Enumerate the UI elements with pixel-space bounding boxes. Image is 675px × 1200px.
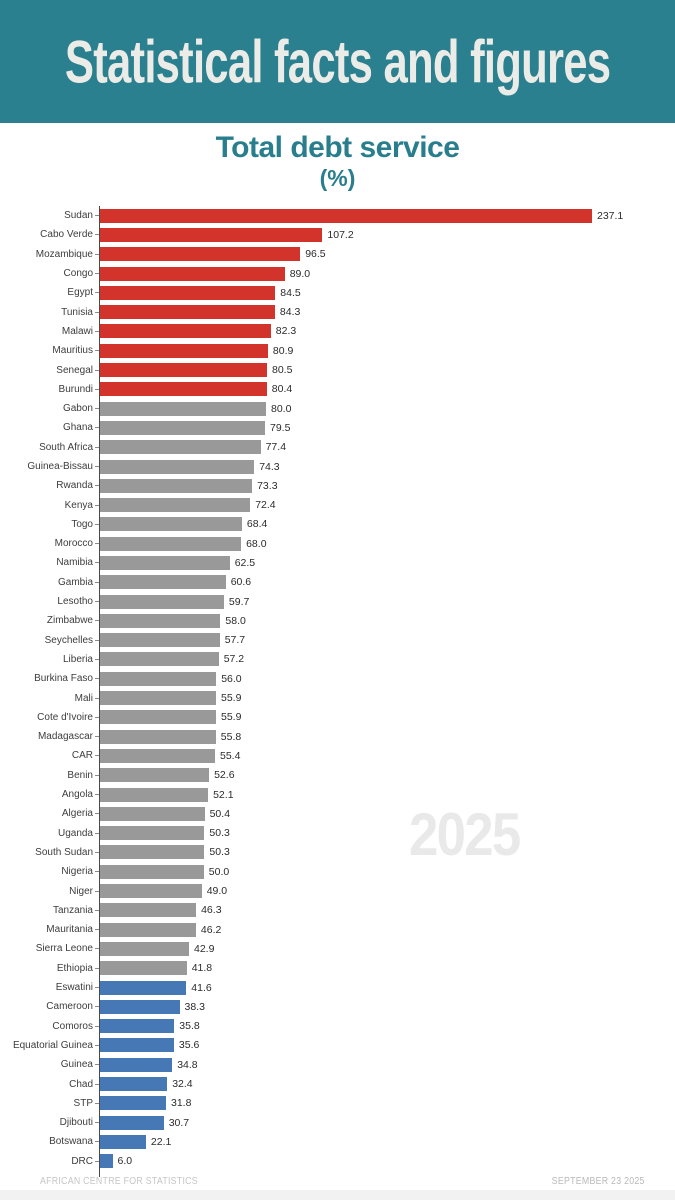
country-label: Eswatini bbox=[55, 982, 93, 994]
bar bbox=[100, 652, 219, 666]
bar-row bbox=[0, 862, 675, 881]
bar-track bbox=[99, 978, 675, 997]
bar-track bbox=[99, 495, 675, 514]
value-label: 41.6 bbox=[191, 981, 212, 994]
value-label: 68.0 bbox=[246, 537, 267, 550]
bar-row bbox=[0, 399, 675, 418]
country-label: Niger bbox=[69, 885, 93, 897]
bar bbox=[100, 517, 242, 531]
bar-track bbox=[99, 360, 675, 379]
value-label: 72.4 bbox=[255, 499, 276, 512]
bar-track bbox=[99, 418, 675, 437]
value-label: 55.9 bbox=[221, 692, 242, 705]
bar-track bbox=[99, 746, 675, 765]
bar bbox=[100, 228, 322, 242]
bar-track bbox=[99, 1152, 675, 1171]
value-label: 107.2 bbox=[327, 228, 354, 241]
bar-row bbox=[0, 1094, 675, 1113]
value-label: 31.8 bbox=[171, 1097, 192, 1110]
value-label: 89.0 bbox=[289, 267, 311, 280]
bar bbox=[100, 556, 230, 570]
country-label: Zimbabwe bbox=[46, 615, 93, 627]
header-banner bbox=[0, 0, 675, 123]
bar-row bbox=[0, 997, 675, 1016]
bar bbox=[100, 903, 196, 917]
bottom-strip bbox=[0, 1190, 675, 1200]
bar-row bbox=[0, 322, 675, 341]
country-label: Rwanda bbox=[56, 480, 93, 492]
bar-row bbox=[0, 688, 675, 707]
bar bbox=[100, 1000, 180, 1014]
bar-row bbox=[0, 881, 675, 900]
bar bbox=[100, 267, 285, 281]
value-label: 56.0 bbox=[221, 672, 242, 685]
bar bbox=[100, 460, 254, 474]
country-label: Egypt bbox=[67, 287, 93, 299]
bar-track bbox=[99, 573, 675, 592]
bar-track bbox=[99, 1113, 675, 1132]
value-label: 52.6 bbox=[214, 769, 235, 782]
bar-track bbox=[99, 399, 675, 418]
chart-unit-label: (%) bbox=[319, 165, 356, 191]
country-label: Tanzania bbox=[52, 904, 93, 916]
country-label: Burkina Faso bbox=[34, 673, 93, 685]
bar-row bbox=[0, 920, 675, 939]
value-label: 55.9 bbox=[221, 711, 242, 724]
bar-row bbox=[0, 1016, 675, 1035]
bar bbox=[100, 884, 202, 898]
bar-track bbox=[99, 457, 675, 476]
bar bbox=[100, 923, 196, 937]
bar bbox=[100, 1077, 167, 1091]
bar-track bbox=[99, 611, 675, 630]
bar-row bbox=[0, 669, 675, 688]
bar-row bbox=[0, 804, 675, 823]
bar-row bbox=[0, 264, 675, 283]
country-label: Ghana bbox=[62, 422, 93, 434]
value-label: 6.0 bbox=[117, 1155, 133, 1168]
value-label: 73.3 bbox=[257, 479, 278, 492]
chart-title: Total debt service bbox=[215, 131, 460, 164]
country-label: Nigeria bbox=[61, 866, 93, 878]
bar-row bbox=[0, 360, 675, 379]
bar bbox=[100, 981, 186, 995]
chart-title-block bbox=[0, 132, 675, 192]
bar bbox=[100, 788, 208, 802]
bar bbox=[100, 402, 266, 416]
bar bbox=[100, 865, 204, 879]
bar bbox=[100, 305, 275, 319]
bar bbox=[100, 942, 189, 956]
bar-track bbox=[99, 553, 675, 572]
axis-end-tick bbox=[99, 1171, 100, 1177]
value-label: 59.7 bbox=[228, 595, 250, 608]
value-label: 57.2 bbox=[223, 653, 245, 666]
bar bbox=[100, 286, 275, 300]
country-label: Mauritius bbox=[52, 345, 93, 357]
country-label: South Africa bbox=[39, 441, 93, 453]
bar bbox=[100, 961, 187, 975]
bar-row bbox=[0, 476, 675, 495]
country-label: Guinea bbox=[60, 1059, 93, 1071]
value-label: 55.8 bbox=[220, 730, 242, 743]
value-label: 52.1 bbox=[213, 788, 234, 801]
bar-row bbox=[0, 418, 675, 437]
bar bbox=[100, 691, 216, 705]
bar bbox=[100, 324, 271, 338]
value-label: 80.0 bbox=[271, 402, 292, 415]
bar bbox=[100, 710, 216, 724]
bar bbox=[100, 614, 220, 628]
value-label: 38.3 bbox=[184, 1000, 205, 1013]
bar-track bbox=[99, 476, 675, 495]
country-label: Comoros bbox=[52, 1020, 93, 1032]
bar-track bbox=[99, 264, 675, 283]
value-label: 84.5 bbox=[280, 286, 301, 299]
bar bbox=[100, 633, 220, 647]
bar-track bbox=[99, 920, 675, 939]
country-label: Liberia bbox=[62, 653, 93, 665]
country-label: CAR bbox=[71, 750, 93, 762]
value-label: 50.0 bbox=[208, 865, 230, 878]
bar-row bbox=[0, 631, 675, 650]
bar-row bbox=[0, 245, 675, 264]
value-label: 32.4 bbox=[172, 1078, 193, 1090]
bar-track bbox=[99, 1036, 675, 1055]
bar bbox=[100, 1116, 164, 1130]
bar-chart bbox=[0, 206, 675, 1177]
bar-row bbox=[0, 650, 675, 669]
country-label: Botswana bbox=[49, 1136, 93, 1148]
bar-track bbox=[99, 708, 675, 727]
bar-track bbox=[99, 804, 675, 823]
country-label: Benin bbox=[67, 769, 93, 781]
bar bbox=[100, 672, 216, 686]
country-label: Uganda bbox=[57, 827, 93, 839]
bar bbox=[100, 247, 300, 261]
bar bbox=[100, 1038, 174, 1052]
bar-track bbox=[99, 380, 675, 399]
country-label: Cote d'Ivoire bbox=[37, 711, 93, 723]
bar bbox=[100, 209, 592, 223]
value-label: 82.3 bbox=[275, 325, 297, 338]
value-label: 35.8 bbox=[179, 1020, 200, 1033]
country-label: Morocco bbox=[54, 538, 93, 550]
value-label: 50.3 bbox=[209, 827, 230, 840]
bar-track bbox=[99, 727, 675, 746]
bar-rows bbox=[0, 206, 675, 1171]
bar-row bbox=[0, 766, 675, 785]
bar bbox=[100, 1019, 174, 1033]
country-label: Seychelles bbox=[44, 634, 93, 646]
value-label: 42.9 bbox=[194, 942, 215, 955]
bar-track bbox=[99, 766, 675, 785]
country-label: Mozambique bbox=[35, 248, 93, 260]
bar bbox=[100, 1058, 172, 1072]
country-label: Mauritania bbox=[46, 924, 93, 936]
country-label: Senegal bbox=[56, 364, 93, 376]
country-label: Cameroon bbox=[46, 1001, 93, 1013]
bar-row bbox=[0, 959, 675, 978]
bar-track bbox=[99, 438, 675, 457]
value-label: 55.4 bbox=[220, 749, 241, 762]
bar-row bbox=[0, 438, 675, 457]
bar-track bbox=[99, 302, 675, 321]
value-label: 49.0 bbox=[206, 885, 228, 898]
value-label: 50.4 bbox=[209, 807, 231, 820]
country-label: Sierra Leone bbox=[35, 943, 93, 955]
value-label: 62.5 bbox=[234, 556, 256, 569]
bar bbox=[100, 421, 265, 435]
bar-track bbox=[99, 688, 675, 707]
country-label: Lesotho bbox=[57, 596, 93, 608]
bar bbox=[100, 498, 250, 512]
bar-track bbox=[99, 901, 675, 920]
bar-row bbox=[0, 534, 675, 553]
bar bbox=[100, 768, 209, 782]
bar-track bbox=[99, 1016, 675, 1035]
bar-row bbox=[0, 843, 675, 862]
bar-track bbox=[99, 669, 675, 688]
value-label: 50.3 bbox=[209, 846, 230, 859]
bar-row bbox=[0, 341, 675, 360]
bar-track bbox=[99, 534, 675, 553]
bar-track bbox=[99, 1074, 675, 1093]
country-label: STP bbox=[73, 1097, 93, 1109]
bar bbox=[100, 1096, 166, 1110]
bar-row bbox=[0, 708, 675, 727]
bar-track bbox=[99, 862, 675, 881]
country-label: Tunisia bbox=[61, 306, 93, 318]
value-label: 46.3 bbox=[201, 904, 222, 917]
value-label: 237.1 bbox=[597, 209, 624, 222]
bar-track bbox=[99, 245, 675, 264]
country-label: Sudan bbox=[64, 210, 93, 222]
year-watermark: 2025 bbox=[409, 801, 520, 868]
bar-track bbox=[99, 881, 675, 900]
country-label: Guinea-Bissau bbox=[27, 461, 93, 472]
bar-row bbox=[0, 1074, 675, 1093]
value-label: 34.8 bbox=[177, 1058, 198, 1071]
bar-track bbox=[99, 939, 675, 958]
bar-row bbox=[0, 1132, 675, 1151]
value-label: 84.3 bbox=[279, 306, 301, 319]
bar-track bbox=[99, 341, 675, 360]
bar-row bbox=[0, 727, 675, 746]
bar-row bbox=[0, 1152, 675, 1171]
bar-row bbox=[0, 302, 675, 321]
country-label: South Sudan bbox=[35, 846, 93, 858]
bar bbox=[100, 749, 215, 763]
bar bbox=[100, 382, 267, 396]
value-label: 80.9 bbox=[272, 344, 294, 357]
country-label: Congo bbox=[63, 268, 93, 280]
bar bbox=[100, 1154, 113, 1168]
bar-track bbox=[99, 1132, 675, 1151]
value-label: 46.2 bbox=[200, 923, 222, 936]
value-label: 22.1 bbox=[150, 1135, 172, 1148]
country-label: Cabo Verde bbox=[40, 229, 93, 241]
value-label: 80.5 bbox=[272, 364, 293, 377]
country-label: Togo bbox=[71, 518, 93, 530]
bar-row bbox=[0, 746, 675, 765]
value-label: 74.3 bbox=[259, 460, 280, 473]
bar-track bbox=[99, 959, 675, 978]
bar bbox=[100, 845, 204, 859]
bar-track bbox=[99, 322, 675, 341]
bar-row bbox=[0, 515, 675, 534]
country-label: Gambia bbox=[57, 576, 93, 588]
bar-track bbox=[99, 631, 675, 650]
bar-track bbox=[99, 1055, 675, 1074]
bar bbox=[100, 537, 241, 551]
country-label: Kenya bbox=[64, 499, 93, 511]
bar bbox=[100, 344, 268, 358]
value-label: 41.8 bbox=[191, 962, 213, 975]
bar bbox=[100, 479, 252, 493]
country-label: Mali bbox=[74, 692, 93, 704]
bar-track bbox=[99, 843, 675, 862]
country-label: Burundi bbox=[58, 383, 93, 395]
bar bbox=[100, 1135, 146, 1149]
footer-source: AFRICAN CENTRE FOR STATISTICS bbox=[40, 1175, 198, 1187]
country-label: Angola bbox=[61, 789, 93, 801]
value-label: 60.6 bbox=[230, 576, 252, 589]
bar-row bbox=[0, 457, 675, 476]
bar-row bbox=[0, 824, 675, 843]
country-label: Namibia bbox=[56, 557, 93, 569]
country-label: Equatorial Guinea bbox=[12, 1039, 93, 1051]
value-label: 68.4 bbox=[246, 518, 268, 531]
bar-row bbox=[0, 1036, 675, 1055]
bar-track bbox=[99, 592, 675, 611]
bar bbox=[100, 575, 226, 589]
footer-date: SEPTEMBER 23 2025 bbox=[551, 1175, 645, 1187]
value-label: 35.6 bbox=[178, 1039, 200, 1052]
bar-row bbox=[0, 225, 675, 244]
country-label: Ethiopia bbox=[56, 962, 93, 974]
bar-track bbox=[99, 650, 675, 669]
value-label: 80.4 bbox=[271, 383, 293, 396]
country-label: DRC bbox=[71, 1155, 93, 1167]
value-label: 79.5 bbox=[270, 421, 291, 434]
bar bbox=[100, 363, 267, 377]
bar-track bbox=[99, 1094, 675, 1113]
bar bbox=[100, 730, 216, 744]
bar-track bbox=[99, 225, 675, 244]
value-label: 58.0 bbox=[225, 614, 246, 627]
bar bbox=[100, 826, 204, 840]
country-label: Madagascar bbox=[37, 731, 93, 743]
bar-row bbox=[0, 553, 675, 572]
bar bbox=[100, 595, 224, 609]
bar-row bbox=[0, 939, 675, 958]
country-label: Gabon bbox=[62, 403, 93, 415]
bar-row bbox=[0, 1113, 675, 1132]
value-label: 96.5 bbox=[305, 248, 326, 261]
bar-track bbox=[99, 515, 675, 534]
bar-track bbox=[99, 997, 675, 1016]
bar-row bbox=[0, 1055, 675, 1074]
bar-row bbox=[0, 901, 675, 920]
bar bbox=[100, 440, 261, 454]
bar-row bbox=[0, 592, 675, 611]
value-label: 57.7 bbox=[224, 634, 246, 647]
country-label: Algeria bbox=[61, 808, 93, 820]
bar-track bbox=[99, 283, 675, 302]
page-title: Statistical facts and figures bbox=[64, 27, 611, 96]
bar-row bbox=[0, 206, 675, 225]
bar-row bbox=[0, 573, 675, 592]
bar-track bbox=[99, 824, 675, 843]
bar-row bbox=[0, 380, 675, 399]
country-label: Djibouti bbox=[59, 1117, 93, 1129]
bar-row bbox=[0, 495, 675, 514]
country-label: Malawi bbox=[61, 325, 93, 337]
bar-row bbox=[0, 785, 675, 804]
bar-row bbox=[0, 978, 675, 997]
bar-row bbox=[0, 283, 675, 302]
bar bbox=[100, 807, 205, 821]
bar-track bbox=[99, 785, 675, 804]
value-label: 30.7 bbox=[168, 1116, 190, 1129]
bar-track bbox=[99, 206, 675, 225]
value-label: 77.4 bbox=[265, 441, 287, 454]
bar-row bbox=[0, 611, 675, 630]
country-label: Chad bbox=[69, 1078, 93, 1090]
